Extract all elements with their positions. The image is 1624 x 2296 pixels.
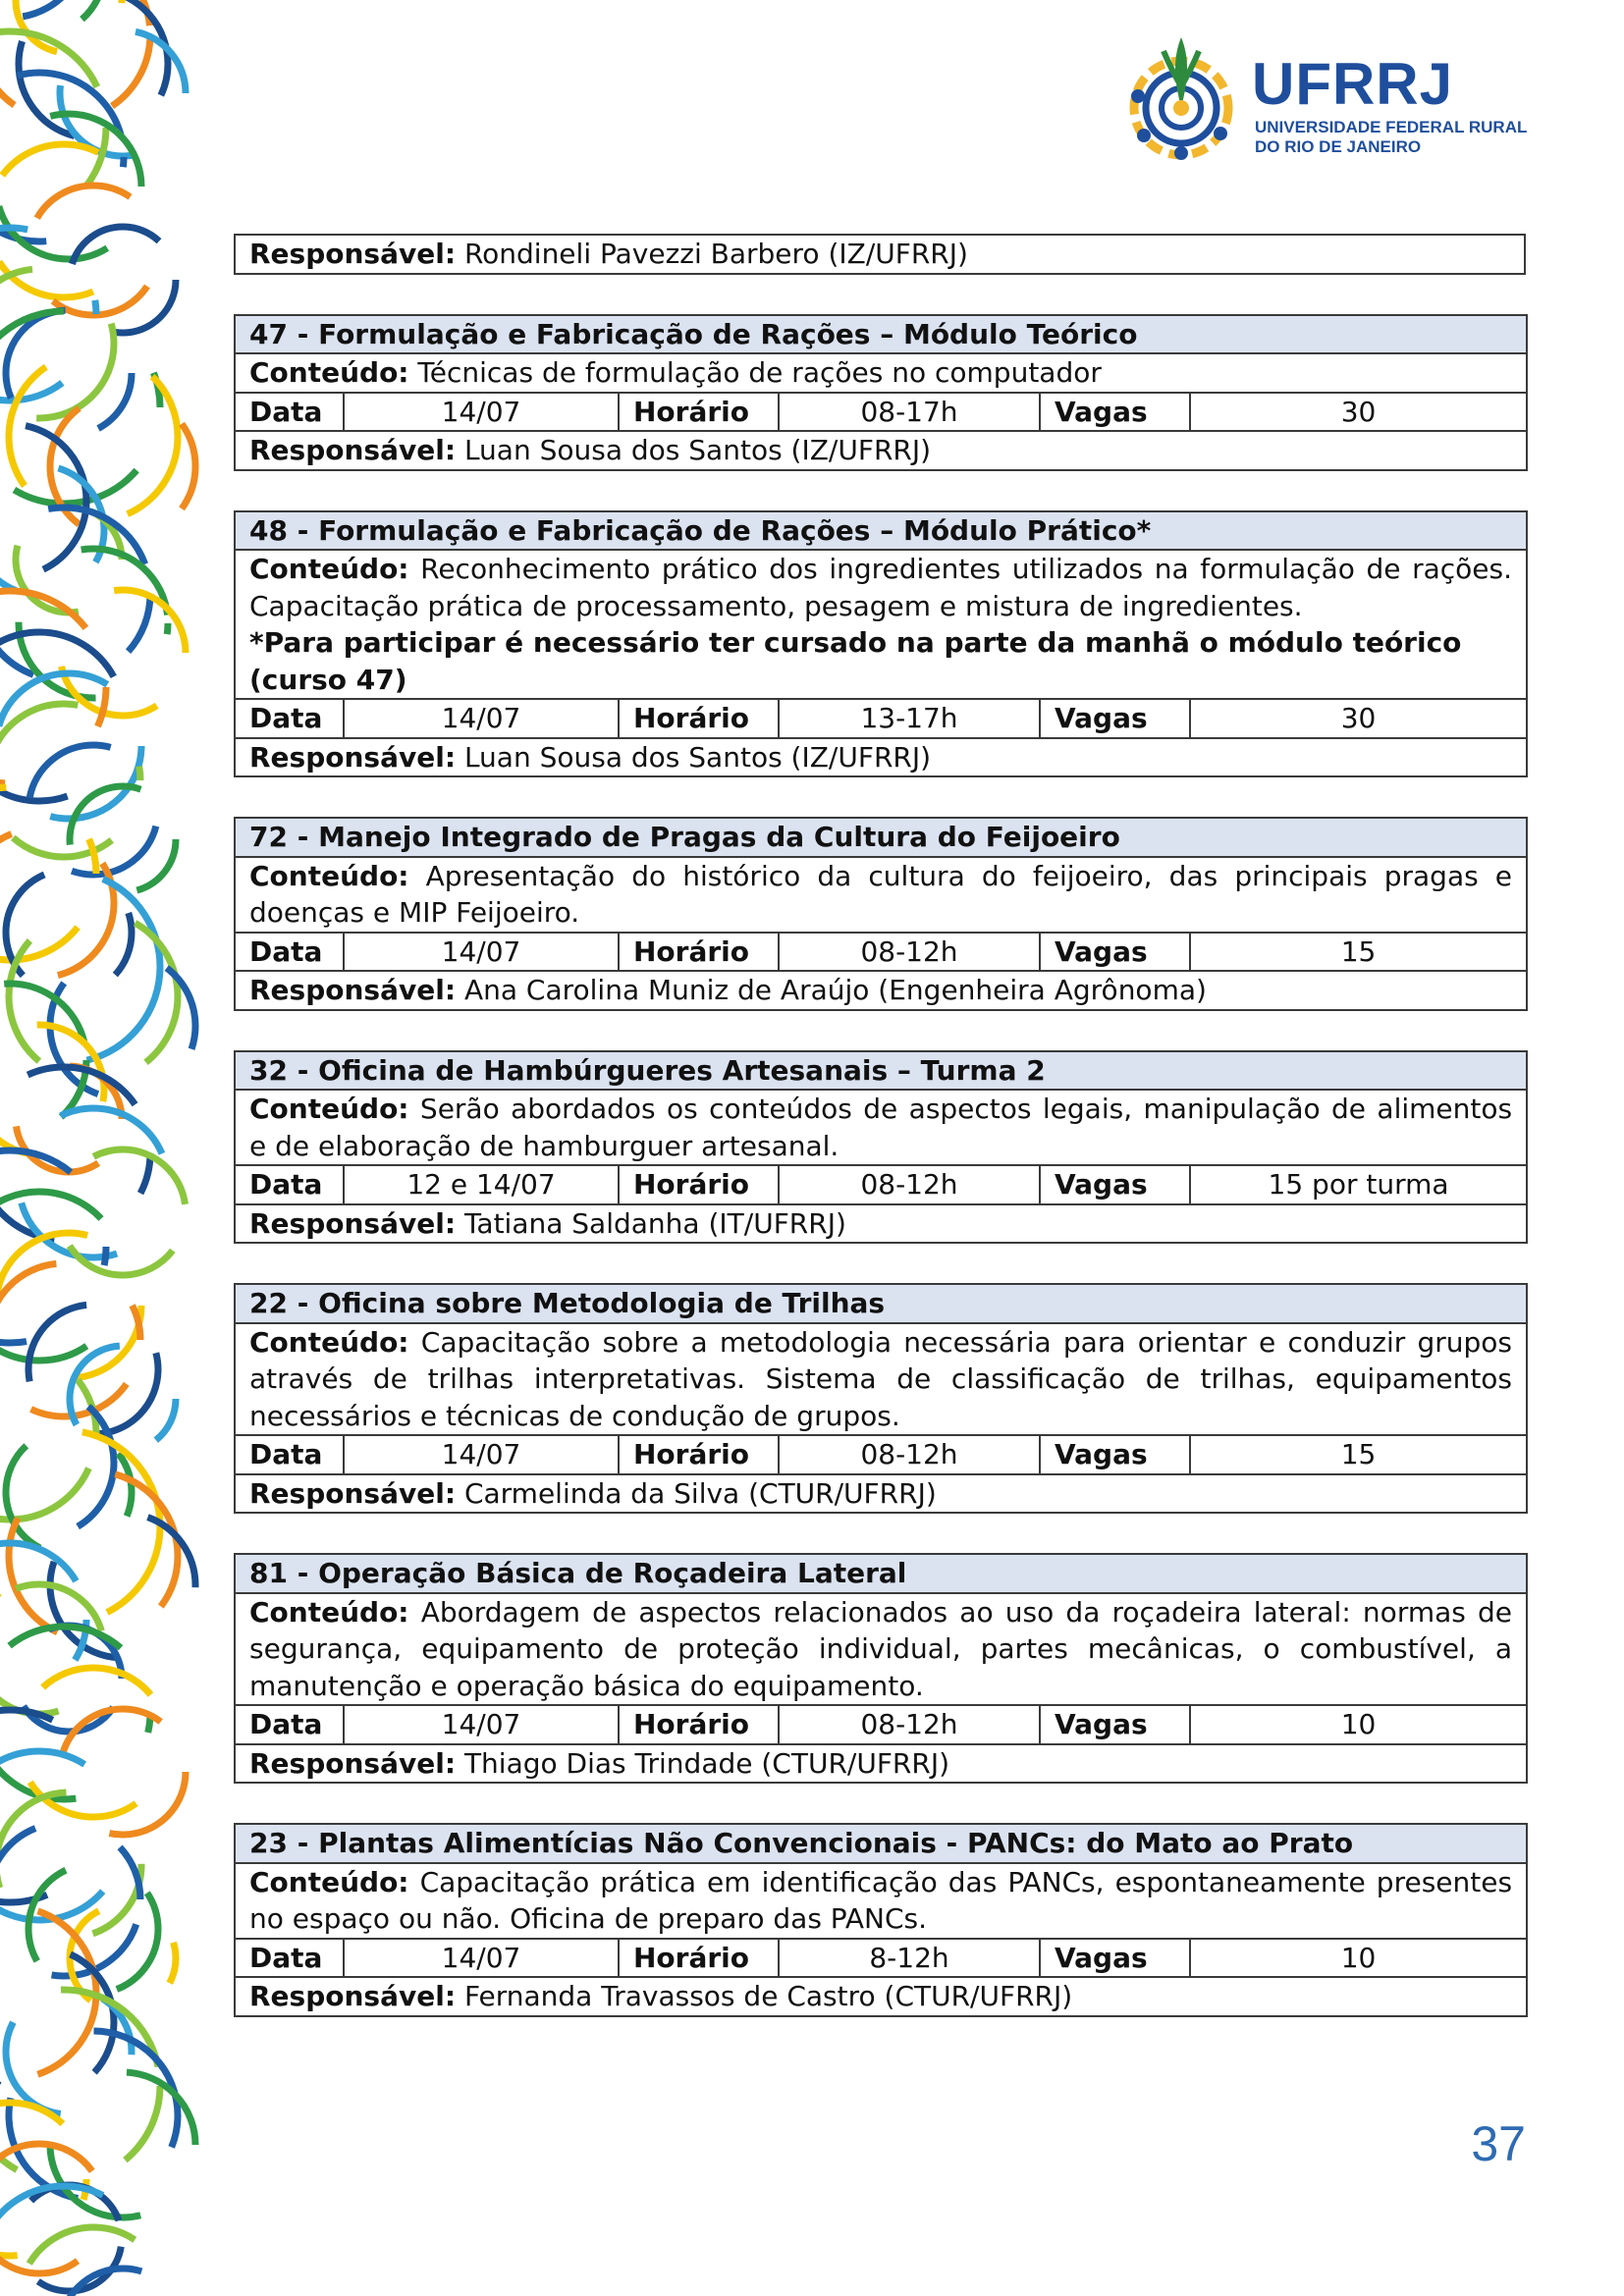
date-label: Data bbox=[235, 393, 344, 432]
seats-value: 15 bbox=[1190, 933, 1527, 972]
date-value: 12 e 14/07 bbox=[344, 1165, 619, 1204]
date-value: 14/07 bbox=[344, 699, 619, 738]
responsible-name: Luan Sousa dos Santos (IZ/UFRRJ) bbox=[463, 740, 932, 774]
responsible-row: Responsável: Fernanda Travassos de Castro (CTUR/UFRRJ) bbox=[235, 1977, 1527, 2016]
ornament-arc bbox=[0, 1948, 114, 2097]
schedule-row bbox=[235, 699, 1527, 738]
schedule-row bbox=[235, 393, 1527, 432]
page-number: 37 bbox=[1471, 2116, 1526, 2171]
responsible-name: Luan Sousa dos Santos (IZ/UFRRJ) bbox=[463, 434, 932, 466]
course-title: 48 - Formulação e Fabricação de Rações – Módulo Prático* bbox=[235, 511, 1527, 551]
date-label: Data bbox=[235, 1435, 344, 1474]
time-label: Horário bbox=[619, 699, 779, 738]
university-logo bbox=[1105, 18, 1537, 175]
seats-label: Vagas bbox=[1040, 393, 1190, 432]
seats-label: Vagas bbox=[1040, 1435, 1190, 1474]
course-title: 32 - Oficina de Hambúrgueres Artesanais – Turma 2 bbox=[235, 1051, 1527, 1091]
course-table bbox=[234, 314, 1528, 471]
date-label: Data bbox=[235, 1705, 344, 1744]
responsible-label: Responsável: bbox=[249, 238, 457, 270]
time-value: 08-17h bbox=[779, 393, 1040, 432]
time-value: 8-12h bbox=[779, 1939, 1040, 1978]
time-label: Horário bbox=[619, 1165, 779, 1204]
ornament-arc bbox=[0, 1990, 160, 2182]
seats-value: 10 bbox=[1190, 1939, 1527, 1978]
course-title: 47 - Formulação e Fabricação de Rações – Módulo Teórico bbox=[235, 315, 1527, 354]
time-value: 08-12h bbox=[779, 1165, 1040, 1204]
course-title: 22 - Oficina sobre Metodologia de Trilhas bbox=[235, 1284, 1527, 1323]
schedule-row bbox=[235, 1165, 1527, 1204]
time-label: Horário bbox=[619, 933, 779, 972]
responsible-row: Responsável: Tatiana Saldanha (IT/UFRRJ) bbox=[235, 1204, 1527, 1244]
course-content: Conteúdo: Reconhecimento prático dos ingredientes utilizados na formulação de rações. Capacitação prática de processamento, pesagem e mistura de ingredientes. *Para participar é necessário ter cursado na parte da manhã o módulo teórico (curso 47) bbox=[235, 550, 1527, 699]
responsible-row: Responsável: Ana Carolina Muniz de Araújo (Engenheira Agrônoma) bbox=[235, 971, 1527, 1010]
course-content: Conteúdo: Apresentação do histórico da cultura do feijoeiro, das principais pragas e doenças e MIP Feijoeiro. bbox=[235, 857, 1527, 933]
responsible-name: Ana Carolina Muniz de Araújo (Engenheira Agrônoma) bbox=[463, 974, 1207, 1006]
date-label: Data bbox=[235, 699, 344, 738]
course-content: Conteúdo: Serão abordados os conteúdos de aspectos legais, manipulação de alimentos e de elaboração de hamburguer artesanal. bbox=[235, 1090, 1527, 1165]
course-table bbox=[234, 1283, 1528, 1514]
time-label: Horário bbox=[619, 1705, 779, 1744]
responsible-row bbox=[235, 235, 1525, 274]
responsible-name: Thiago Dias Trindade (CTUR/UFRRJ) bbox=[463, 1746, 950, 1780]
course-table bbox=[234, 1823, 1528, 2017]
time-value: 08-12h bbox=[779, 1435, 1040, 1474]
course-content: Conteúdo: Abordagem de aspectos relacionados ao uso da roçadeira lateral: normas de segurança, equipamento de proteção individual, partes mecânicas, o combustível, a manutenção e operação básica do equipamento. bbox=[235, 1593, 1527, 1706]
ornament-arc bbox=[0, 1388, 114, 1537]
seats-value: 10 bbox=[1190, 1705, 1527, 1744]
seats-value: 15 bbox=[1190, 1435, 1527, 1474]
seats-label: Vagas bbox=[1040, 933, 1190, 972]
time-label: Horário bbox=[619, 393, 779, 432]
decorative-leaf-border bbox=[0, 0, 226, 2296]
responsible-name: Rondineli Pavezzi Barbero (IZ/UFRRJ) bbox=[463, 238, 968, 270]
course-list bbox=[234, 234, 1526, 2056]
course-table bbox=[234, 817, 1528, 1011]
seats-label: Vagas bbox=[1040, 1165, 1190, 1204]
responsible-name: Carmelinda da Silva (CTUR/UFRRJ) bbox=[463, 1476, 937, 1510]
schedule-row bbox=[235, 1705, 1527, 1744]
responsible-row: Responsável: Carmelinda da Silva (CTUR/UFRRJ) bbox=[235, 1474, 1527, 1514]
course-content: Conteúdo: Capacitação prática em identificação das PANCs, espontaneamente presentes no espaço ou não. Oficina de preparo das PANCs. bbox=[235, 1863, 1527, 1939]
responsible-name: Tatiana Saldanha (IT/UFRRJ) bbox=[463, 1206, 846, 1240]
course-title: 81 - Operação Básica de Roçadeira Lateral bbox=[235, 1554, 1527, 1593]
seats-value: 30 bbox=[1190, 393, 1527, 432]
ornament-arc bbox=[16, 0, 122, 53]
date-label: Data bbox=[235, 1165, 344, 1204]
ufrrj-emblem-icon bbox=[1105, 18, 1252, 175]
course-note: *Para participar é necessário ter cursado na parte da manhã o módulo teórico (curso 47) bbox=[249, 626, 1462, 696]
responsible-row: Responsável: Luan Sousa dos Santos (IZ/UFRRJ) bbox=[235, 738, 1527, 777]
seats-value: 15 por turma bbox=[1190, 1165, 1527, 1204]
schedule-row bbox=[235, 1939, 1527, 1978]
logo-subtitle: UNIVERSIDADE FEDERAL RURAL DO RIO DE JANEIRO bbox=[1255, 118, 1528, 156]
seats-label: Vagas bbox=[1040, 699, 1190, 738]
course-content: Conteúdo: Capacitação sobre a metodologia necessária para orientar e conduzir grupos através de trilhas interpretativas. Sistema de classificação de trilhas, equipamentos necessários e técnicas de condução de grupos. bbox=[235, 1323, 1527, 1436]
course-table bbox=[234, 1050, 1528, 1245]
seats-label: Vagas bbox=[1040, 1705, 1190, 1744]
course-title: 72 - Manejo Integrado de Pragas da Cultura do Feijoeiro bbox=[235, 818, 1527, 857]
seats-value: 30 bbox=[1190, 699, 1527, 738]
logo-wordmark: UFRRJ bbox=[1252, 51, 1454, 117]
date-value: 14/07 bbox=[344, 393, 619, 432]
date-value: 14/07 bbox=[344, 933, 619, 972]
date-value: 14/07 bbox=[344, 1705, 619, 1744]
course-table bbox=[234, 1553, 1528, 1784]
date-label: Data bbox=[235, 933, 344, 972]
date-value: 14/07 bbox=[344, 1939, 619, 1978]
course-table-previous bbox=[234, 234, 1526, 275]
course-title: 23 - Plantas Alimentícias Não Convencionais - PANCs: do Mato ao Prato bbox=[235, 1824, 1527, 1863]
schedule-row bbox=[235, 1435, 1527, 1474]
time-value: 08-12h bbox=[779, 1705, 1040, 1744]
course-table bbox=[234, 510, 1528, 778]
seats-label: Vagas bbox=[1040, 1939, 1190, 1978]
ornament-arc bbox=[0, 1347, 96, 1520]
responsible-name: Fernanda Travassos de Castro (CTUR/UFRRJ) bbox=[463, 1980, 1073, 2012]
time-value: 08-12h bbox=[779, 933, 1040, 972]
time-label: Horário bbox=[619, 1435, 779, 1474]
time-value: 13-17h bbox=[779, 699, 1040, 738]
responsible-row: Responsável: Luan Sousa dos Santos (IZ/UFRRJ) bbox=[235, 431, 1527, 470]
time-label: Horário bbox=[619, 1939, 779, 1978]
date-label: Data bbox=[235, 1939, 344, 1978]
date-value: 14/07 bbox=[344, 1435, 619, 1474]
course-content: Conteúdo: Técnicas de formulação de rações no computador bbox=[235, 353, 1527, 393]
schedule-row bbox=[235, 933, 1527, 972]
ornament-arc bbox=[60, 590, 186, 716]
responsible-row: Responsável: Thiago Dias Trindade (CTUR/UFRRJ) bbox=[235, 1744, 1527, 1784]
